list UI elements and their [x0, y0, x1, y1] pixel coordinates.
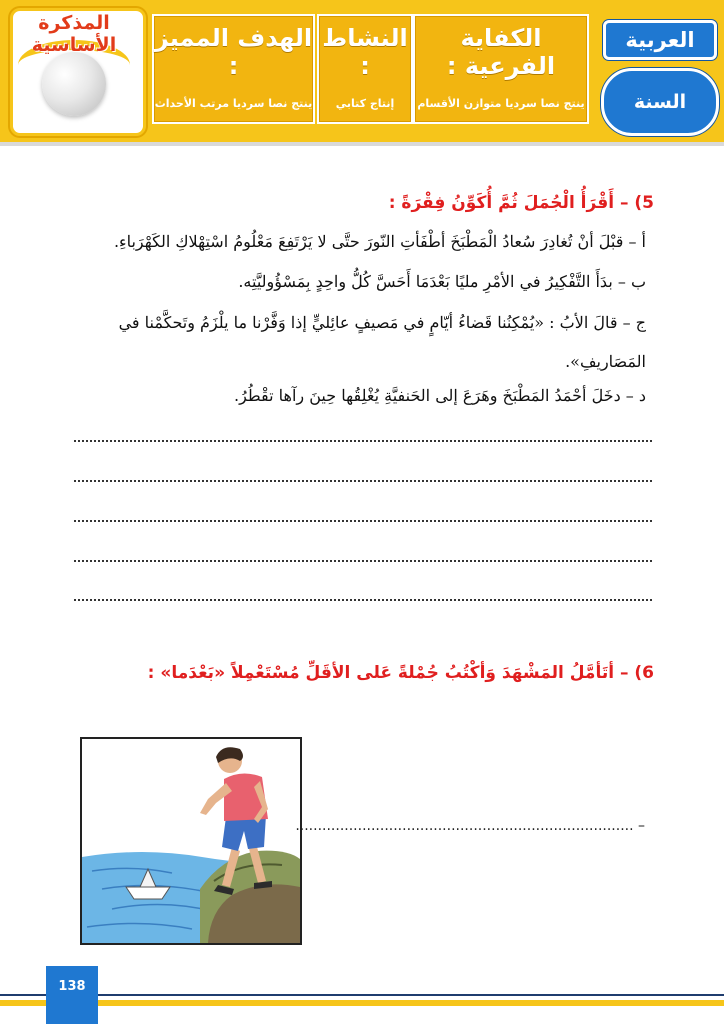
footer-band	[0, 1000, 724, 1006]
q5-sentence-b: ب – بدَأَ التَّفْكِيرُ في الأمْرِ مليًا بَعْدَمَا أَحَسَّ كُلُّ واحِدٍ بِمَسْؤُوليَّتِه.	[238, 272, 646, 291]
competence-box	[413, 14, 589, 124]
answer-line-3[interactable]	[74, 518, 652, 522]
objective-label: الهدف المميز :	[154, 24, 313, 80]
competence-label: الكفاية الفرعية :	[446, 24, 556, 80]
subject-badge: العربية	[603, 20, 717, 60]
q5-sentence-c: ج – قالَ الأبُ : «يُمْكِنُنا قَضاءُ أيّامٍ في مَصيفٍ عائِليٍّ إذا وَفَّرْنا ما يلْزَمُ وتَحكَّمْنا في	[118, 313, 646, 332]
logo-ball-icon	[42, 52, 106, 116]
answer-line-1[interactable]	[74, 438, 652, 442]
logo-title: المذكرة الأساسية	[31, 12, 117, 56]
q5-sentence-c-continued: المَصَاريفِ».	[565, 352, 646, 371]
competence-value: ينتج نصا سرديا متوازن الأقسام	[417, 97, 585, 110]
q5-sentence-a: أ – قبْلَ أنْ تُغادِرَ سُعادُ الْمَطْبَخَ أطْفَأتِ النّورَ حتَّى لا يَرْتَفِعَ مَعْلُومُ اسْتِهْلاكِ الكَهْرَباءِ.	[113, 232, 646, 251]
q6-title: 6) – أتَأمَّلُ المَشْهَدَ وَأكْتُبُ جُمْلةً عَلى الأقَلِّ مُسْتَعْمِلاً «بَعْدَما» :	[147, 663, 654, 683]
boy-paper-boat-drawing	[82, 739, 300, 943]
answer-line-4[interactable]	[74, 558, 652, 562]
objective-value: ينتج نصا سرديا مرتب الأحداث	[154, 97, 313, 110]
footer-rule	[0, 994, 724, 996]
answer-line-2[interactable]	[74, 478, 652, 482]
q5-sentence-d: د – دخَلَ أحْمَدُ المَطْبَخَ وهَرَعَ إلى الحَنفيَّةِ يُغْلِقُها حِينَ رآها تقْطُرُ.	[234, 386, 646, 405]
scene-illustration	[80, 737, 302, 945]
activity-value: إنتاج كتابي	[335, 97, 395, 110]
q6-answer-line[interactable]: – ............................................................................	[295, 818, 645, 834]
activity-label: النشاط :	[322, 24, 408, 80]
activity-box	[317, 14, 413, 124]
objective-box	[152, 14, 315, 124]
page-number: 138	[46, 966, 98, 1024]
answer-line-5[interactable]	[74, 597, 652, 601]
grade-badge: السنة الثالثة	[601, 68, 719, 136]
q5-title: 5) – أَقْرَأُ الْجُمَلَ ثُمَّ أُكَوِّنُ فِقْرَةً :	[388, 193, 654, 213]
